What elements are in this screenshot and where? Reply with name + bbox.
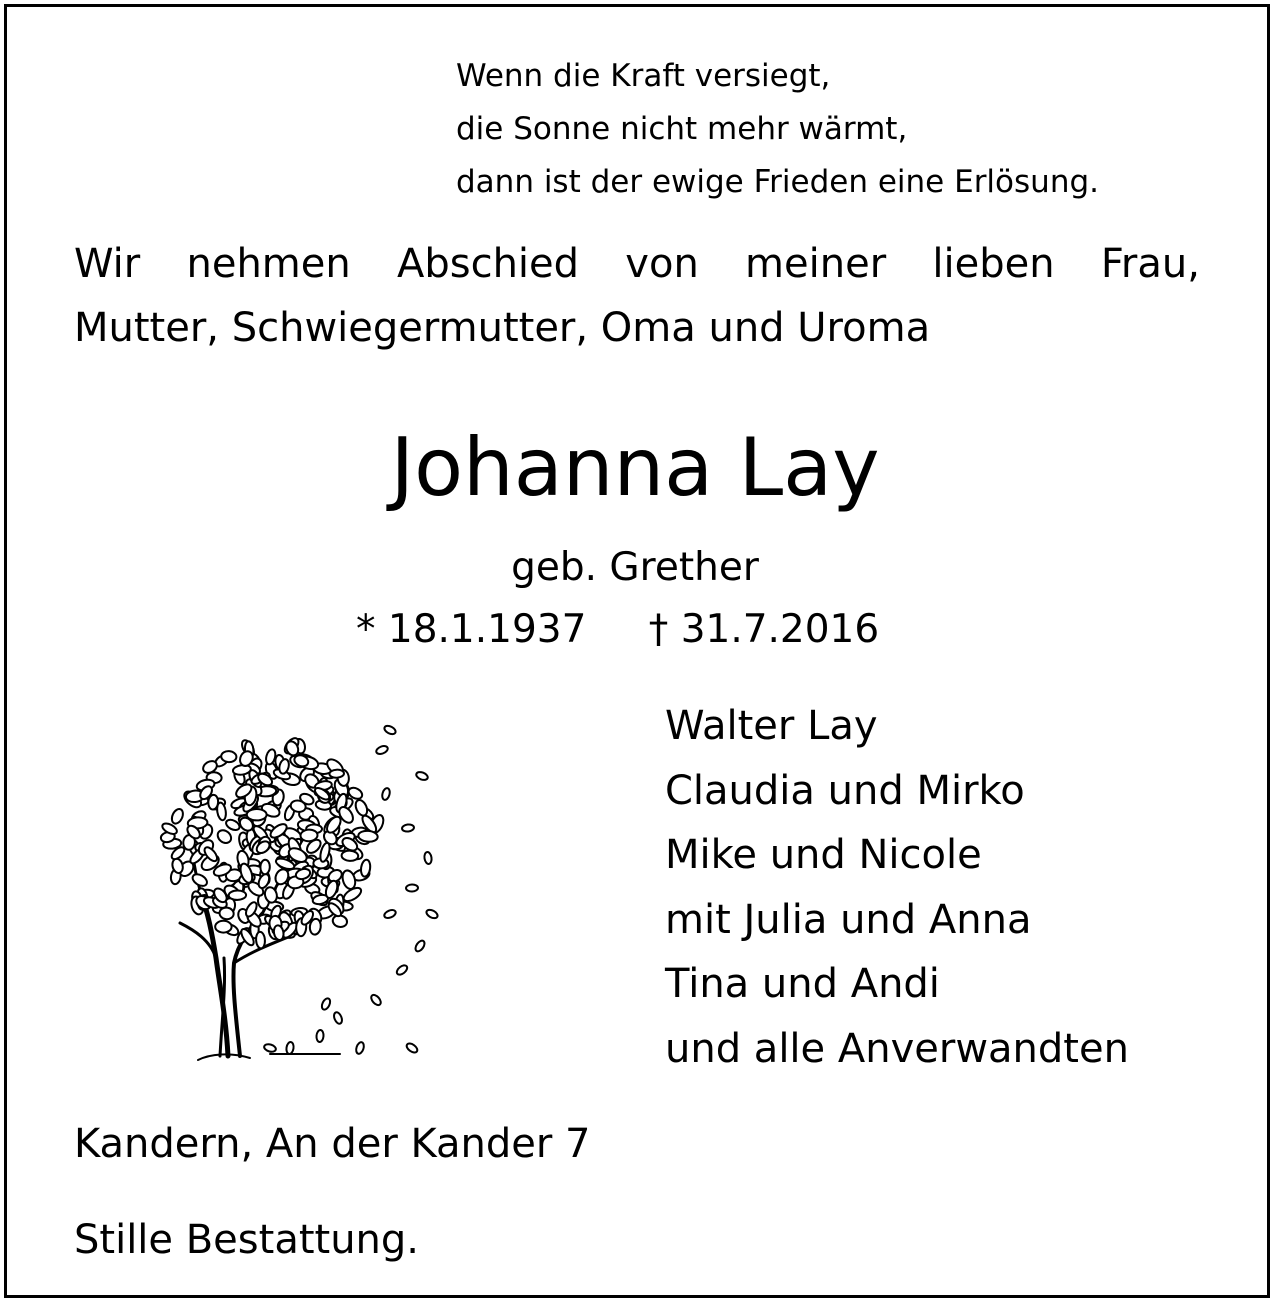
maiden-name: geb. Grether	[511, 545, 759, 590]
intro-line-2: Mutter, Schwiegermutter, Oma und Uroma	[74, 305, 931, 351]
tree-illustration	[150, 718, 440, 1064]
life-dates	[356, 600, 879, 660]
leaf-shape	[320, 997, 332, 1011]
leaf-shape	[170, 807, 185, 825]
leaf-shape	[286, 1042, 295, 1055]
leaf-shape	[342, 885, 364, 904]
leaf-shape	[208, 795, 219, 810]
leaf-shape	[229, 890, 247, 900]
leaf-shape	[221, 751, 237, 763]
leaf-shape	[383, 908, 397, 919]
leaf-shape	[333, 1011, 344, 1025]
leaf-shape	[414, 939, 427, 953]
poem-line: dann ist der ewige Frieden eine Erlösung.	[456, 164, 1099, 200]
leaf-shape	[402, 824, 415, 832]
poem-line: die Sonne nicht mehr wärmt,	[456, 111, 908, 147]
leaf-shape	[355, 1041, 365, 1055]
deceased-name: Johanna Lay	[390, 421, 880, 514]
mourner-line: Mike und Nicole	[665, 832, 982, 878]
mourner-line: Tina und Andi	[665, 961, 940, 1007]
intro-word: Wir	[74, 241, 141, 287]
leaf-shape	[381, 787, 391, 800]
leaf-shape	[405, 1042, 419, 1055]
leaf-shape	[256, 932, 266, 949]
leaf-shape	[395, 964, 409, 977]
leaf-shape	[369, 993, 382, 1007]
leaf-shape	[341, 850, 358, 861]
intro-word: nehmen	[186, 241, 351, 287]
poem	[456, 50, 1099, 209]
intro-line-1	[74, 232, 1200, 296]
leaf-shape	[260, 860, 270, 875]
leaf-shape	[191, 872, 209, 888]
poem-line: Wenn die Kraft versiegt,	[456, 58, 831, 94]
leaf-shape	[425, 908, 439, 920]
leaf-shape	[406, 884, 418, 891]
leaf-shape	[247, 809, 267, 820]
leaf-shape	[424, 852, 433, 865]
intro-word: Frau,	[1100, 241, 1200, 287]
mourner-line: und alle Anverwandten	[665, 1025, 1129, 1072]
mourner-line: mit Julia und Anna	[665, 896, 1032, 943]
leaf-shape	[358, 830, 378, 842]
leaf-shape	[215, 828, 234, 846]
mourner-line: Walter Lay	[665, 703, 878, 749]
intro-word: lieben	[932, 241, 1055, 287]
intro-word: meiner	[745, 241, 887, 287]
leaf-shape	[263, 1043, 276, 1053]
birth-date: * 18.1.1937	[356, 607, 587, 652]
leaf-shape	[329, 769, 344, 778]
leaf-shape	[415, 771, 429, 782]
mourner-line: Claudia und Mirko	[665, 767, 1025, 814]
burial-note: Stille Bestattung.	[74, 1217, 419, 1263]
address: Kandern, An der Kander 7	[74, 1121, 591, 1167]
leaf-shape	[316, 1030, 324, 1043]
mourners-list	[665, 694, 1129, 1081]
leaf-shape	[383, 724, 397, 736]
leaf-shape	[215, 921, 231, 933]
intro-word: von	[625, 241, 699, 287]
leaf-shape	[353, 798, 369, 817]
leaf-shape	[300, 829, 318, 841]
farewell-intro	[74, 232, 1200, 360]
leaf-shape	[375, 745, 389, 756]
intro-word: Abschied	[396, 241, 580, 287]
death-date: † 31.7.2016	[648, 607, 880, 652]
windblown-tree-icon	[150, 718, 440, 1064]
